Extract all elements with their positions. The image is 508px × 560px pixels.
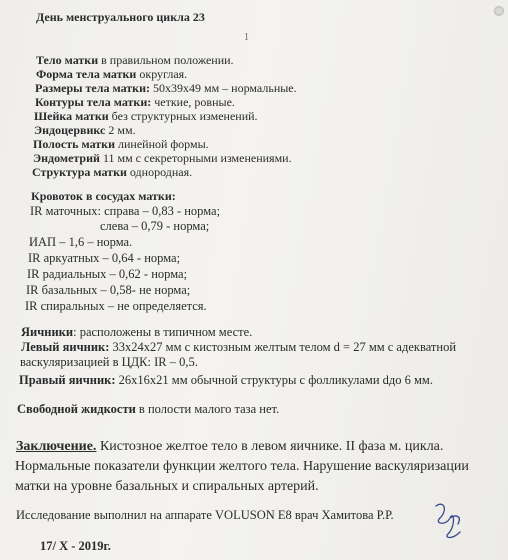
conclusion-line: Нормальные показатели функции желтого тела. Нарушение васкуляризации (15, 459, 469, 474)
cycle-day-header: День менструального цикла 23 (36, 10, 205, 24)
uterus-line: Тело матки в правильном положении. (36, 53, 234, 67)
pen-mark: 1 (244, 32, 249, 43)
bloodflow-title: Кровоток в сосудах матки: (31, 189, 176, 203)
bloodflow-line: ИАП – 1,6 – норма. (29, 235, 133, 249)
bloodflow-line: IR базальных – 0,58- не норма; (26, 283, 191, 297)
bloodflow-line: IR аркуатных – 0,64 - норма; (28, 251, 181, 265)
conclusion-line: матки на уровне базальных и спиральных артерий. (15, 479, 319, 494)
right-ovary: Правый яичник: 26х16х21 мм обычной структуры с фолликулами dдо 6 мм. (19, 373, 433, 387)
report-date: 17/ X - 2019г. (40, 539, 111, 553)
uterus-line: Размеры тела матки: 50х39х49 мм – нормальные. (35, 81, 297, 95)
uterus-line: Контуры тела матки: четкие, ровные. (35, 95, 235, 109)
free-fluid: Свободной жидкости в полости малого таза нет. (17, 402, 280, 416)
uterus-line: Структура матки однородная. (32, 165, 193, 179)
uterus-line: Эндометрий 11 мм с секреторными изменениями. (33, 151, 292, 165)
left-ovary-cont: васкуляризацией в ЦДК: IR – 0,5. (20, 355, 198, 369)
performed-by: Исследование выполнил на аппарате VOLUSON E8 врач Хамитова Р.Р. (16, 508, 394, 522)
uterus-line: Шейка матки без структурных изменений. (34, 109, 258, 123)
conclusion-line: Заключение. Кистозное желтое тело в левом яичнике. II фаза м. цикла. (16, 439, 444, 454)
bloodflow-line: слева – 0,79 - норма; (100, 219, 210, 233)
uterus-line: Полость матки линейной формы. (33, 137, 209, 151)
uterus-line: Эндоцервикс 2 мм. (34, 123, 136, 137)
bloodflow-line: IR радиальных – 0,62 - норма; (27, 267, 188, 281)
punch-hole (494, 6, 504, 16)
left-ovary: Левый яичник: 33х24х27 мм с кистозным желтым телом d = 27 мм с адекватной (21, 340, 457, 354)
signature-icon (430, 496, 470, 542)
conclusion-label: Заключение. (16, 439, 97, 454)
uterus-line: Форма тела матки округлая. (36, 67, 188, 81)
bloodflow-line: IR спиральных – не определяется. (25, 299, 207, 313)
ovaries-intro: Яичники: расположены в типичном месте. (21, 325, 253, 339)
bloodflow-line: IR маточных: справа – 0,83 - норма; (30, 204, 221, 218)
